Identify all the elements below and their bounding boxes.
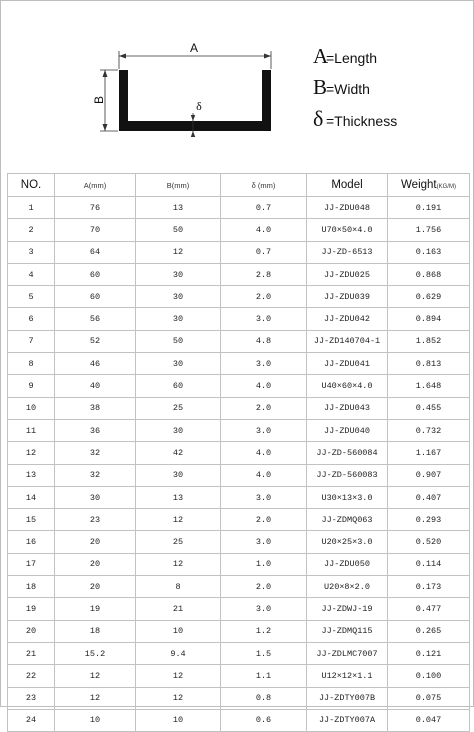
cell-model: U20×25×3.0 (307, 531, 388, 553)
label-a: A (189, 41, 199, 55)
table-row (8, 219, 470, 241)
cell-model: JJ-ZDU039 (307, 286, 388, 308)
cell-model: JJ-ZDTY007B (307, 687, 388, 709)
header-weight-unit: (KG/M) (436, 184, 456, 190)
cell-model: JJ-ZD-560083 (307, 464, 388, 486)
cell-no: 20 (8, 620, 55, 642)
cell-delta: 4.0 (221, 442, 307, 464)
cell-no: 3 (8, 241, 55, 263)
cell-a: 30 (55, 486, 136, 508)
cell-delta: 3.0 (221, 598, 307, 620)
cell-weight: 0.191 (388, 197, 470, 219)
cell-delta: 1.2 (221, 620, 307, 642)
cell-model: U12×12×1.1 (307, 665, 388, 687)
cell-b: 21 (136, 598, 221, 620)
legend-text: =Length (326, 50, 377, 66)
table-row (8, 598, 470, 620)
cell-b: 30 (136, 286, 221, 308)
cell-b: 30 (136, 353, 221, 375)
cell-model: JJ-ZDU050 (307, 553, 388, 575)
cell-weight: 0.813 (388, 353, 470, 375)
cell-weight: 1.648 (388, 375, 470, 397)
legend-symbol: δ (313, 106, 324, 131)
cell-a: 64 (55, 241, 136, 263)
cell-weight: 0.163 (388, 241, 470, 263)
cell-b: 12 (136, 509, 221, 531)
cell-weight: 0.907 (388, 464, 470, 486)
cell-a: 23 (55, 509, 136, 531)
cell-b: 30 (136, 308, 221, 330)
cell-delta: 0.6 (221, 709, 307, 731)
cell-a: 76 (55, 197, 136, 219)
header-no: NO. (8, 174, 55, 197)
label-delta: δ (196, 99, 202, 113)
cell-weight: 0.100 (388, 665, 470, 687)
cell-delta: 0.8 (221, 687, 307, 709)
table-row (8, 620, 470, 642)
legend-row-thickness (313, 103, 463, 134)
cell-a: 12 (55, 687, 136, 709)
thickness-arrow-bottom (191, 131, 195, 137)
table-row (8, 687, 470, 709)
cell-b: 30 (136, 464, 221, 486)
cell-weight: 1.756 (388, 219, 470, 241)
cell-b: 13 (136, 486, 221, 508)
cell-no: 8 (8, 353, 55, 375)
cell-delta: 2.0 (221, 509, 307, 531)
legend-row-length (313, 41, 463, 72)
header-weight-label: Weight (401, 179, 437, 191)
cell-no: 4 (8, 263, 55, 285)
cell-model: JJ-ZDWJ-19 (307, 598, 388, 620)
legend-row-width (313, 72, 463, 103)
legend-symbol: B (313, 75, 328, 99)
cell-no: 22 (8, 665, 55, 687)
cell-delta: 1.1 (221, 665, 307, 687)
cell-delta: 3.0 (221, 308, 307, 330)
cell-model: JJ-ZDTY007A (307, 709, 388, 731)
table-row (8, 241, 470, 263)
table-row (8, 464, 470, 486)
header-weight (388, 174, 470, 197)
cell-model: U30×13×3.0 (307, 486, 388, 508)
cell-delta: 2.0 (221, 286, 307, 308)
legend-text: =Thickness (326, 113, 398, 129)
cell-delta: 1.5 (221, 642, 307, 664)
cell-b: 50 (136, 219, 221, 241)
cell-no: 24 (8, 709, 55, 731)
cell-b: 12 (136, 553, 221, 575)
cell-b: 60 (136, 375, 221, 397)
legend-text: =Width (326, 81, 370, 97)
cell-model: JJ-ZDMQ115 (307, 620, 388, 642)
cell-weight: 0.114 (388, 553, 470, 575)
table-row (8, 576, 470, 598)
cell-b: 30 (136, 419, 221, 441)
arrow-a-left (119, 54, 126, 59)
cell-weight: 0.047 (388, 709, 470, 731)
legend-symbol: A (313, 44, 329, 68)
table-row (8, 642, 470, 664)
cell-no: 14 (8, 486, 55, 508)
cell-b: 25 (136, 397, 221, 419)
cell-model: JJ-ZD-560084 (307, 442, 388, 464)
header-model: Model (307, 174, 388, 197)
cell-delta: 3.0 (221, 419, 307, 441)
cell-a: 36 (55, 419, 136, 441)
cell-model: JJ-ZDU043 (307, 397, 388, 419)
table-body (8, 197, 470, 732)
cell-b: 12 (136, 241, 221, 263)
cell-no: 15 (8, 509, 55, 531)
table-row (8, 709, 470, 731)
arrow-a-right (264, 54, 271, 59)
cell-a: 12 (55, 665, 136, 687)
cell-delta: 0.7 (221, 197, 307, 219)
arrow-b-top (103, 70, 108, 77)
cell-no: 13 (8, 464, 55, 486)
cell-a: 60 (55, 286, 136, 308)
header-a: A(mm) (55, 174, 136, 197)
cell-no: 17 (8, 553, 55, 575)
cell-a: 70 (55, 219, 136, 241)
cell-model: JJ-ZDU041 (307, 353, 388, 375)
cell-a: 32 (55, 442, 136, 464)
table-row (8, 397, 470, 419)
cell-no: 1 (8, 197, 55, 219)
table-row (8, 375, 470, 397)
cell-a: 20 (55, 531, 136, 553)
table-row (8, 308, 470, 330)
cell-weight: 0.455 (388, 397, 470, 419)
cell-delta: 2.0 (221, 576, 307, 598)
spec-table (7, 173, 470, 732)
cell-model: JJ-ZDU048 (307, 197, 388, 219)
cell-weight: 0.477 (388, 598, 470, 620)
thickness-arrow-top (191, 115, 195, 121)
cell-no: 2 (8, 219, 55, 241)
cell-b: 30 (136, 263, 221, 285)
cell-b: 10 (136, 709, 221, 731)
cell-no: 7 (8, 330, 55, 352)
table-row (8, 553, 470, 575)
cell-delta: 3.0 (221, 353, 307, 375)
cell-weight: 1.852 (388, 330, 470, 352)
cell-delta: 2.8 (221, 263, 307, 285)
header-b: B(mm) (136, 174, 221, 197)
arrow-b-bottom (103, 124, 108, 131)
cell-weight: 0.520 (388, 531, 470, 553)
cell-model: JJ-ZD-6513 (307, 241, 388, 263)
cell-no: 12 (8, 442, 55, 464)
cell-b: 13 (136, 197, 221, 219)
cell-weight: 0.868 (388, 263, 470, 285)
dimension-legend (313, 41, 463, 134)
cell-b: 9.4 (136, 642, 221, 664)
table-row (8, 330, 470, 352)
cell-weight: 0.121 (388, 642, 470, 664)
cell-a: 20 (55, 553, 136, 575)
cell-a: 15.2 (55, 642, 136, 664)
cell-weight: 0.075 (388, 687, 470, 709)
cell-a: 20 (55, 576, 136, 598)
cell-model: U40×60×4.0 (307, 375, 388, 397)
table-row (8, 665, 470, 687)
cell-no: 10 (8, 397, 55, 419)
cell-model: JJ-ZDU042 (307, 308, 388, 330)
cell-delta: 4.0 (221, 219, 307, 241)
cell-a: 18 (55, 620, 136, 642)
cell-b: 12 (136, 687, 221, 709)
table-row (8, 531, 470, 553)
cell-no: 9 (8, 375, 55, 397)
cell-model: U20×8×2.0 (307, 576, 388, 598)
table-row (8, 486, 470, 508)
cell-no: 21 (8, 642, 55, 664)
cell-weight: 0.629 (388, 286, 470, 308)
cell-no: 23 (8, 687, 55, 709)
table-row (8, 286, 470, 308)
label-b: B (92, 95, 106, 105)
cell-no: 6 (8, 308, 55, 330)
cell-delta: 4.0 (221, 464, 307, 486)
cell-b: 42 (136, 442, 221, 464)
cell-model: JJ-ZDMQ063 (307, 509, 388, 531)
table-row (8, 263, 470, 285)
cell-weight: 0.265 (388, 620, 470, 642)
cell-weight: 0.407 (388, 486, 470, 508)
cell-model: U70×50×4.0 (307, 219, 388, 241)
cell-b: 25 (136, 531, 221, 553)
u-channel-shape (119, 70, 271, 131)
cell-weight: 1.167 (388, 442, 470, 464)
cell-weight: 0.293 (388, 509, 470, 531)
cell-delta: 0.7 (221, 241, 307, 263)
cell-no: 11 (8, 419, 55, 441)
table-header-row (8, 174, 470, 197)
cell-model: JJ-ZDU025 (307, 263, 388, 285)
cell-delta: 3.0 (221, 531, 307, 553)
cell-model: JJ-ZD140704-1 (307, 330, 388, 352)
cell-b: 10 (136, 620, 221, 642)
cell-a: 46 (55, 353, 136, 375)
cell-a: 19 (55, 598, 136, 620)
cell-b: 12 (136, 665, 221, 687)
cell-a: 52 (55, 330, 136, 352)
cell-model: JJ-ZDLMC7007 (307, 642, 388, 664)
table-row (8, 419, 470, 441)
cell-no: 19 (8, 598, 55, 620)
cell-weight: 0.732 (388, 419, 470, 441)
cell-delta: 4.8 (221, 330, 307, 352)
cell-no: 5 (8, 286, 55, 308)
cell-delta: 1.0 (221, 553, 307, 575)
cell-no: 16 (8, 531, 55, 553)
cell-a: 56 (55, 308, 136, 330)
cell-b: 8 (136, 576, 221, 598)
cell-model: JJ-ZDU040 (307, 419, 388, 441)
cell-a: 40 (55, 375, 136, 397)
cell-a: 32 (55, 464, 136, 486)
header-delta: δ (mm) (221, 174, 307, 197)
cell-a: 38 (55, 397, 136, 419)
cell-a: 10 (55, 709, 136, 731)
table-row (8, 442, 470, 464)
table-row (8, 353, 470, 375)
cell-delta: 3.0 (221, 486, 307, 508)
cell-weight: 0.894 (388, 308, 470, 330)
cell-delta: 2.0 (221, 397, 307, 419)
cell-weight: 0.173 (388, 576, 470, 598)
cell-delta: 4.0 (221, 375, 307, 397)
cell-a: 60 (55, 263, 136, 285)
table-row (8, 509, 470, 531)
cell-b: 50 (136, 330, 221, 352)
cell-no: 18 (8, 576, 55, 598)
profile-diagram (1, 1, 474, 173)
table-row (8, 197, 470, 219)
